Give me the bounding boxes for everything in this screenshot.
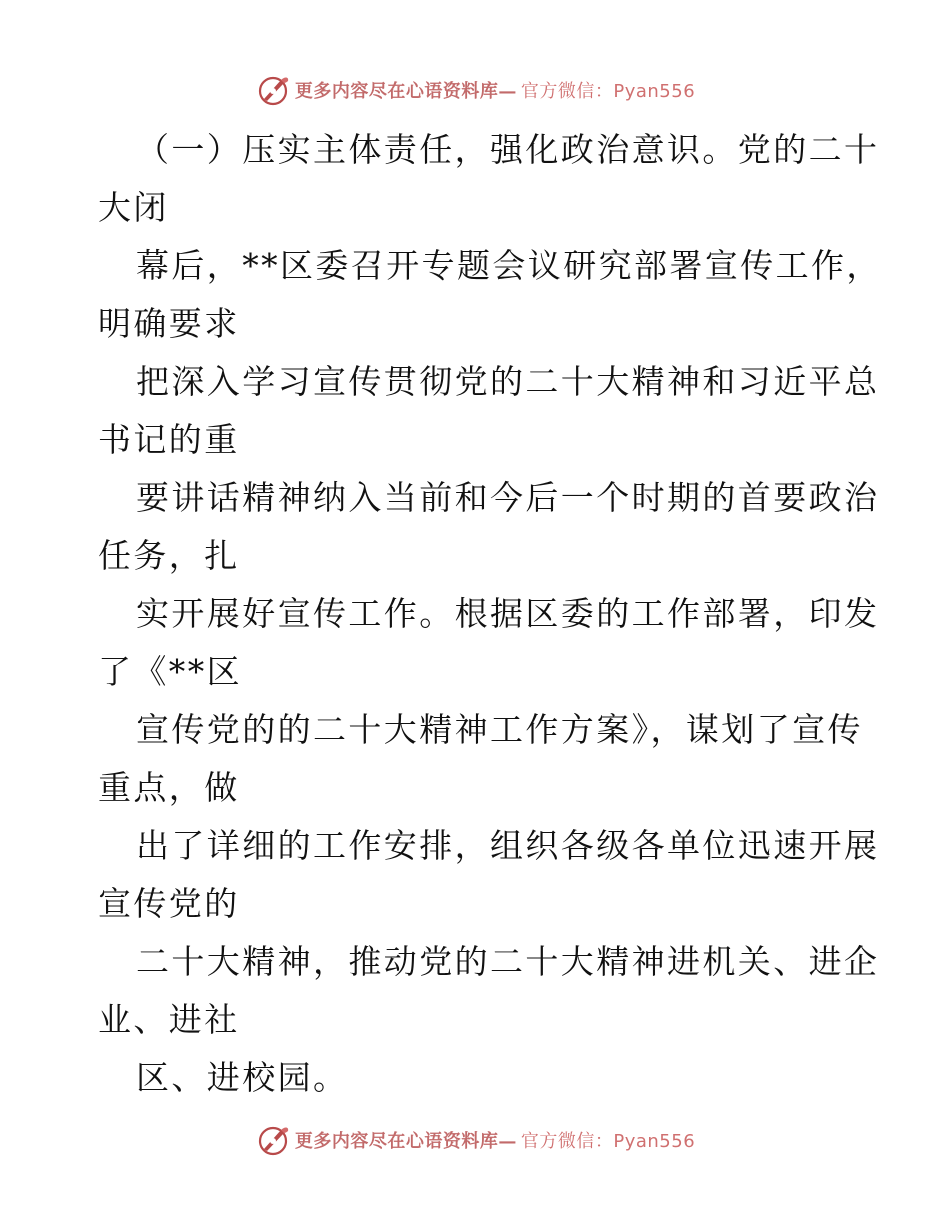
banner-wechat: 官方微信：Pyan556	[520, 81, 696, 102]
banner-title: 更多内容尽在心语资料库	[294, 1131, 499, 1152]
quill-logo-icon	[255, 1122, 291, 1158]
text-line: 业、进社	[98, 1000, 240, 1039]
text-line: 了《**区	[98, 652, 242, 691]
text-line: 要讲话精神纳入当前和今后一个时期的首要政治	[136, 478, 880, 517]
banner-text	[295, 77, 695, 103]
text-line: 书记的重	[98, 420, 240, 459]
banner-title: 更多内容尽在心语资料库	[294, 81, 499, 102]
text-line: 出了详细的工作安排，组织各级各单位迅速开展	[136, 826, 880, 865]
banner-text	[295, 1127, 695, 1153]
text-line: 把深入学习宣传贯彻党的二十大精神和习近平总	[136, 362, 880, 401]
quill-logo-icon	[255, 72, 291, 108]
text-line: 二十大精神，推动党的二十大精神进机关、进企	[136, 942, 880, 981]
text-line: 明确要求	[98, 304, 240, 343]
banner-separator: —	[498, 1131, 517, 1152]
document-body	[98, 121, 882, 1107]
text-line: 重点，做	[98, 768, 240, 807]
text-line: （一）压实主体责任，强化政治意识。党的二十	[136, 130, 880, 169]
text-line: 大闭	[98, 188, 169, 227]
text-line: 任务，扎	[98, 536, 240, 575]
header-banner	[0, 70, 950, 110]
text-line: 宣传党的的二十大精神工作方案》，谋划了宣传	[136, 710, 863, 749]
text-line: 幕后，**区委召开专题会议研究部署宣传工作，	[136, 246, 882, 285]
text-line: 区、进校园。	[136, 1058, 349, 1097]
text-line: 宣传党的	[98, 884, 240, 923]
banner-separator: —	[498, 81, 517, 102]
banner-wechat: 官方微信：Pyan556	[520, 1131, 696, 1152]
text-line: 实开展好宣传工作。根据区委的工作部署，印发	[136, 594, 880, 633]
footer-banner	[0, 1120, 950, 1160]
